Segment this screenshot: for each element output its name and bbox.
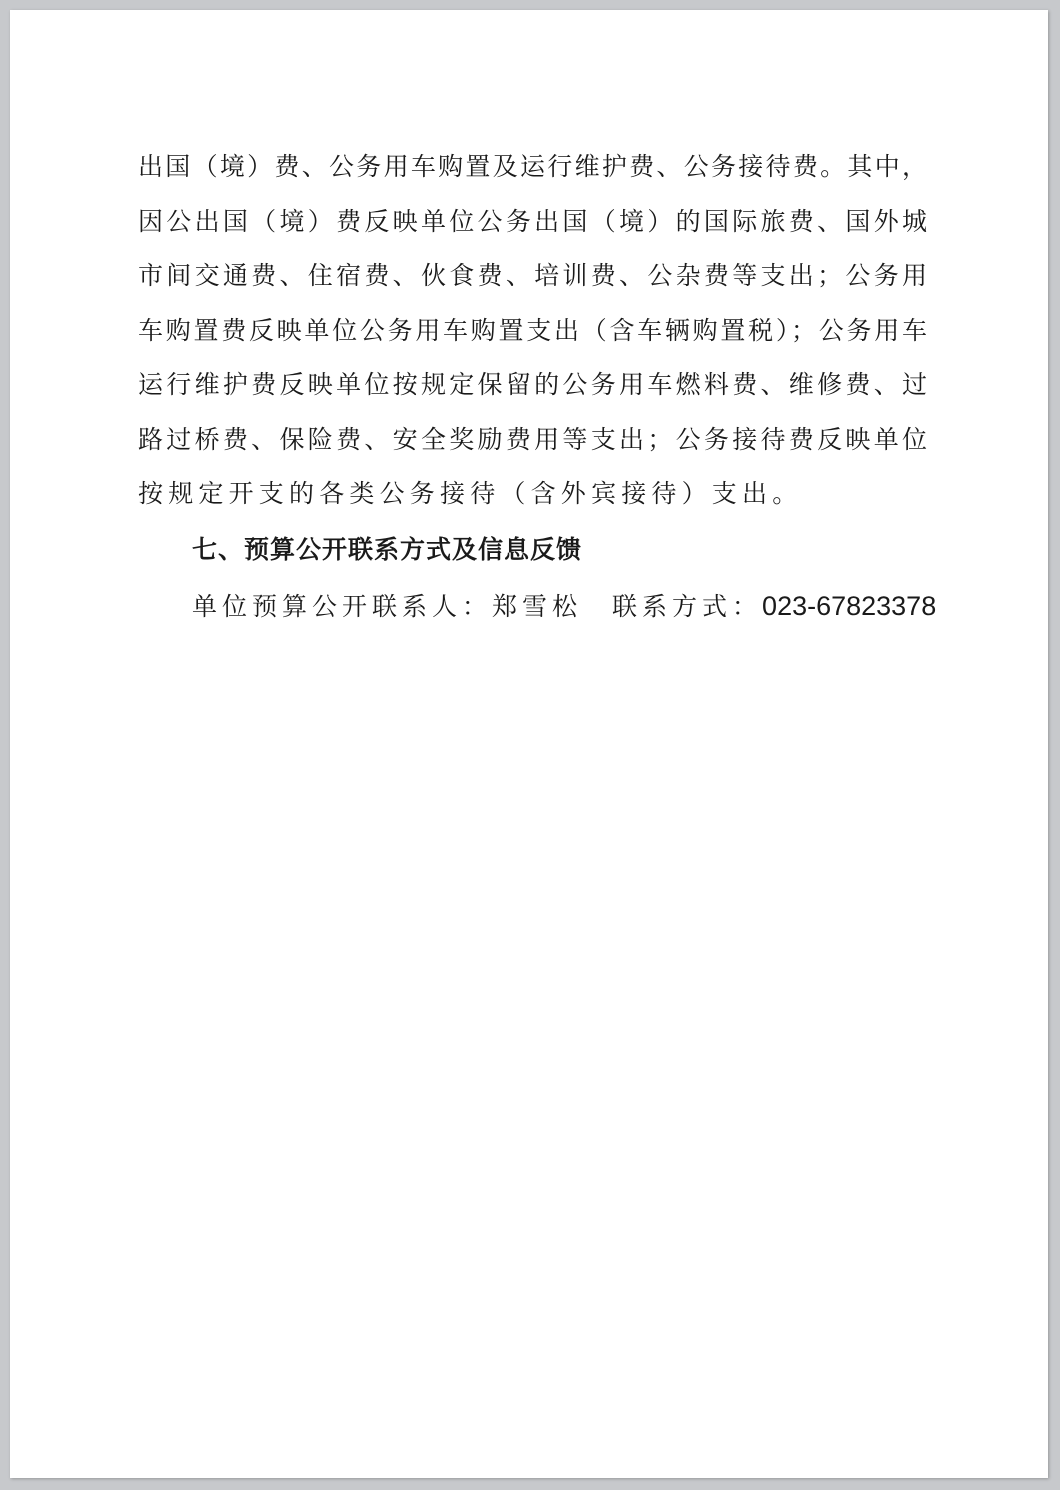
- paragraph-line: 运行维护费反映单位按规定保留的公务用车燃料费、维修费、过: [138, 370, 928, 399]
- paragraph-line: 市间交通费、住宿费、伙食费、培训费、公杂费等支出；公务用: [138, 261, 928, 290]
- contact-person-label: 单位预算公开联系人：: [192, 591, 493, 621]
- contact-method-label: 联系方式：: [612, 591, 763, 621]
- document-page: [10, 10, 1048, 1478]
- contact-phone: 023-67823378: [762, 590, 937, 621]
- contact-person: 郑雪松: [492, 591, 583, 621]
- paragraph-line: 车购置费反映单位公务用车购置支出（含车辆购置税）；公务用车: [138, 315, 928, 345]
- paragraph-line: 出国（境）费、公务用车购置及运行维护费、公务接待费。其中，: [138, 152, 928, 181]
- section-heading: 七、预算公开联系方式及信息反馈: [192, 534, 583, 564]
- contact-line: [192, 578, 937, 634]
- paragraph-line: 因公出国（境）费反映单位公务出国（境）的国际旅费、国外城: [138, 206, 928, 236]
- body-text: [138, 140, 937, 634]
- paragraph-line: 路过桥费、保险费、安全奖励费用等支出；公务接待费反映单位: [138, 424, 928, 454]
- paragraph-line: 按规定开支的各类公务接待（含外宾接待）支出。: [138, 479, 803, 508]
